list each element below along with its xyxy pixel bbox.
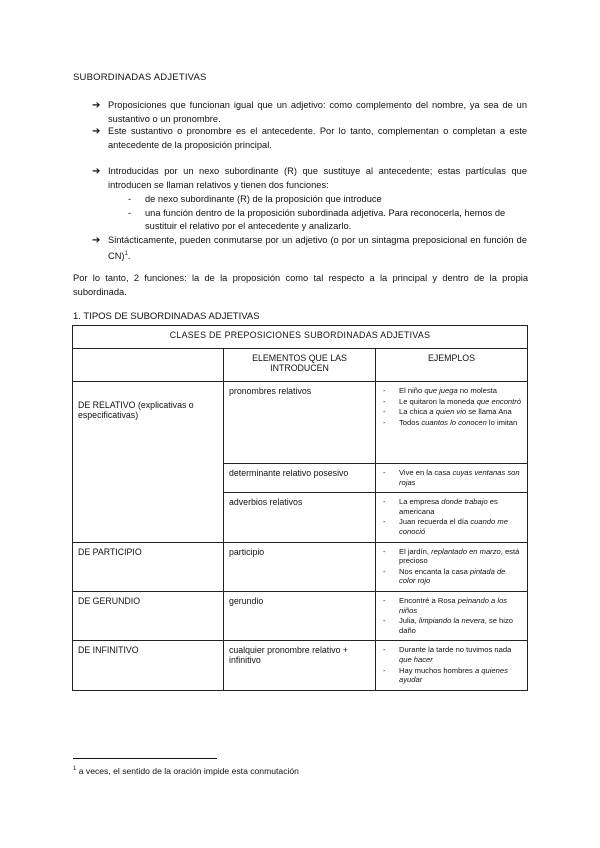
example-item xyxy=(381,418,522,428)
dash-mark: - xyxy=(383,468,386,477)
example-item xyxy=(381,666,522,685)
ex-text: es americana xyxy=(399,497,498,516)
ex-text: Hay muchos hombres xyxy=(399,665,475,675)
bullet-3-text: Introducidas por un nexo subordinante (R) que sustituye al antecedente; estas partículas que introducen se llaman relativos y tienen dos funciones: xyxy=(108,166,527,190)
element-participio: participio xyxy=(224,542,376,591)
bullet-1-text: Proposiciones que funcionan igual que un adjetivo: como complemento del nombre, ya sea de un sustantivo o un pronombre. xyxy=(108,100,527,124)
dash-mark: - xyxy=(128,194,132,204)
ex-italic: pintada de color rojo xyxy=(399,566,506,586)
row-type-participio: DE PARTICIPIO xyxy=(73,542,224,591)
example-item xyxy=(381,567,522,586)
element-adverbios: adverbios relativos xyxy=(224,493,376,542)
ex-italic: que encontró xyxy=(476,396,522,406)
sub-bullet-1-text: de nexo subordinante (R) de la proposición que introduce xyxy=(145,194,382,204)
table-caption: CLASES DE PREPOSICIONES SUBORDINADAS ADJETIVAS xyxy=(73,326,528,349)
element-determinante: determinante relativo posesivo xyxy=(224,464,376,493)
ex-text: lo imitan xyxy=(486,417,518,427)
dash-mark: - xyxy=(383,665,386,675)
example-item xyxy=(381,497,522,516)
ex-text: El niño xyxy=(399,386,425,395)
table-header-examples: EJEMPLOS xyxy=(376,349,528,382)
ex-text: Vive en la casa xyxy=(399,468,453,477)
table-header-elements: ELEMENTOS QUE LAS INTRODUCEN xyxy=(224,349,376,382)
footnote-ref: 1 xyxy=(124,250,128,257)
arrow-icon: ➔ xyxy=(92,126,101,137)
section-heading: 1. TIPOS DE SUBORDINADAS ADJETIVAS xyxy=(73,311,260,322)
footnote-text: a veces, el sentido de la oración impide esta conmutación xyxy=(78,766,299,776)
dash-mark: - xyxy=(383,595,386,605)
ex-italic: que juega xyxy=(424,386,458,395)
ex-italic: a quien vio xyxy=(429,407,467,417)
dash-mark: - xyxy=(383,497,386,507)
ex-text: Todos xyxy=(399,417,422,427)
dash-mark: - xyxy=(383,616,386,626)
element-infinitivo: cualquier pronombre relativo + infinitivo xyxy=(224,641,376,691)
ex-text: La chica xyxy=(399,407,430,417)
example-item xyxy=(381,616,522,635)
ex-text: Nos encanta la casa xyxy=(399,566,470,576)
arrow-icon: ➔ xyxy=(92,235,101,246)
example-item xyxy=(381,547,522,566)
subordinate-types-table xyxy=(72,325,528,691)
ex-text: no molesta xyxy=(457,386,497,395)
ex-text: , se hizo daño xyxy=(399,616,513,635)
ex-italic: peinando a los niños xyxy=(399,595,508,615)
row-type-infinitivo: DE INFINITIVO xyxy=(73,641,224,691)
example-item xyxy=(381,397,522,407)
example-item xyxy=(381,386,522,396)
element-gerundio: gerundio xyxy=(224,591,376,640)
ex-text: La empresa xyxy=(399,497,442,507)
element-pronombres: pronombres relativos xyxy=(224,382,376,464)
dash-mark: - xyxy=(383,407,386,417)
bullet-2 xyxy=(92,125,527,152)
ex-text: Le quitaron la moneda xyxy=(399,396,477,406)
ex-text: Encontré a Rosa xyxy=(399,595,458,605)
ex-italic: donde trabajo xyxy=(441,497,488,507)
dash-mark: - xyxy=(383,546,386,556)
bullet-4 xyxy=(92,234,527,263)
dash-mark: - xyxy=(383,645,386,655)
dash-mark: - xyxy=(383,517,386,527)
bullet-4-end: . xyxy=(127,250,131,261)
examples-gerundio xyxy=(376,591,528,640)
bullet-4-text xyxy=(108,234,527,263)
sub-bullet-2-text: una función dentro de la proposición subordinada adjetiva. Para reconocerla, hemos de sustituir el relativo por el antecedente y analizarlo. xyxy=(145,208,506,231)
examples-participio xyxy=(376,542,528,591)
ex-italic: cuando me conoció xyxy=(399,517,508,536)
arrow-icon: ➔ xyxy=(92,166,101,177)
footnote xyxy=(73,766,299,776)
sub-bullet-1 xyxy=(128,193,528,206)
example-item xyxy=(381,517,522,536)
ex-text: se llama Ana xyxy=(466,407,512,417)
document-title: SUBORDINADAS ADJETIVAS xyxy=(73,72,207,83)
example-item xyxy=(381,645,522,664)
ex-italic: replantado en marzo xyxy=(431,546,501,556)
ex-italic: limpiando la nevera xyxy=(418,616,485,626)
examples-infinitivo xyxy=(376,641,528,691)
footnote-number: 1 xyxy=(73,766,77,773)
examples-pronombres xyxy=(376,382,528,464)
ex-text: , está precioso xyxy=(399,546,520,566)
footnote-separator xyxy=(73,758,217,759)
table-header-empty xyxy=(73,349,224,382)
dash-mark: - xyxy=(383,566,386,576)
ex-text: Juan recuerda el día xyxy=(399,517,471,527)
bullet-4-body: Sintácticamente, pueden conmutarse por un adjetivo (o por un sintagma preposicional en función de CN) xyxy=(108,235,527,261)
examples-adverbios xyxy=(376,493,528,542)
ex-text: Julia, xyxy=(399,616,419,626)
summary-paragraph: Por lo tanto, 2 funciones: la de la proposición como tal respecto a la principal y dentro de la propia subordinada. xyxy=(73,273,528,297)
ex-text: El jardín, xyxy=(399,546,432,556)
row-type-relativo: DE RELATIVO (explicativas o especificativas) xyxy=(73,382,224,543)
bullet-2-text: Este sustantivo o pronombre es el antecedente. Por lo tanto, complementan o completan a este antecedente de la proposición principal. xyxy=(108,126,527,150)
dash-mark: - xyxy=(128,208,132,218)
dash-mark: - xyxy=(383,396,386,406)
arrow-icon: ➔ xyxy=(92,100,101,111)
example-item xyxy=(381,407,522,417)
ex-italic: cuyas ventanas son rojas xyxy=(399,468,520,487)
row-type-gerundio: DE GERUNDIO xyxy=(73,591,224,640)
bullet-1 xyxy=(92,99,527,126)
dash-mark: - xyxy=(383,386,386,395)
examples-determinante xyxy=(376,464,528,493)
ex-italic: a quienes ayudar xyxy=(399,665,508,685)
ex-italic: cuantos lo conocen xyxy=(421,417,487,427)
ex-text: Durante la tarde no tuvimos nada xyxy=(399,645,512,655)
bullet-3 xyxy=(92,165,527,192)
dash-mark: - xyxy=(383,417,386,427)
example-item xyxy=(381,468,522,487)
sub-bullet-2 xyxy=(128,207,528,233)
example-item xyxy=(381,596,522,615)
ex-italic: que hacer xyxy=(399,654,433,664)
